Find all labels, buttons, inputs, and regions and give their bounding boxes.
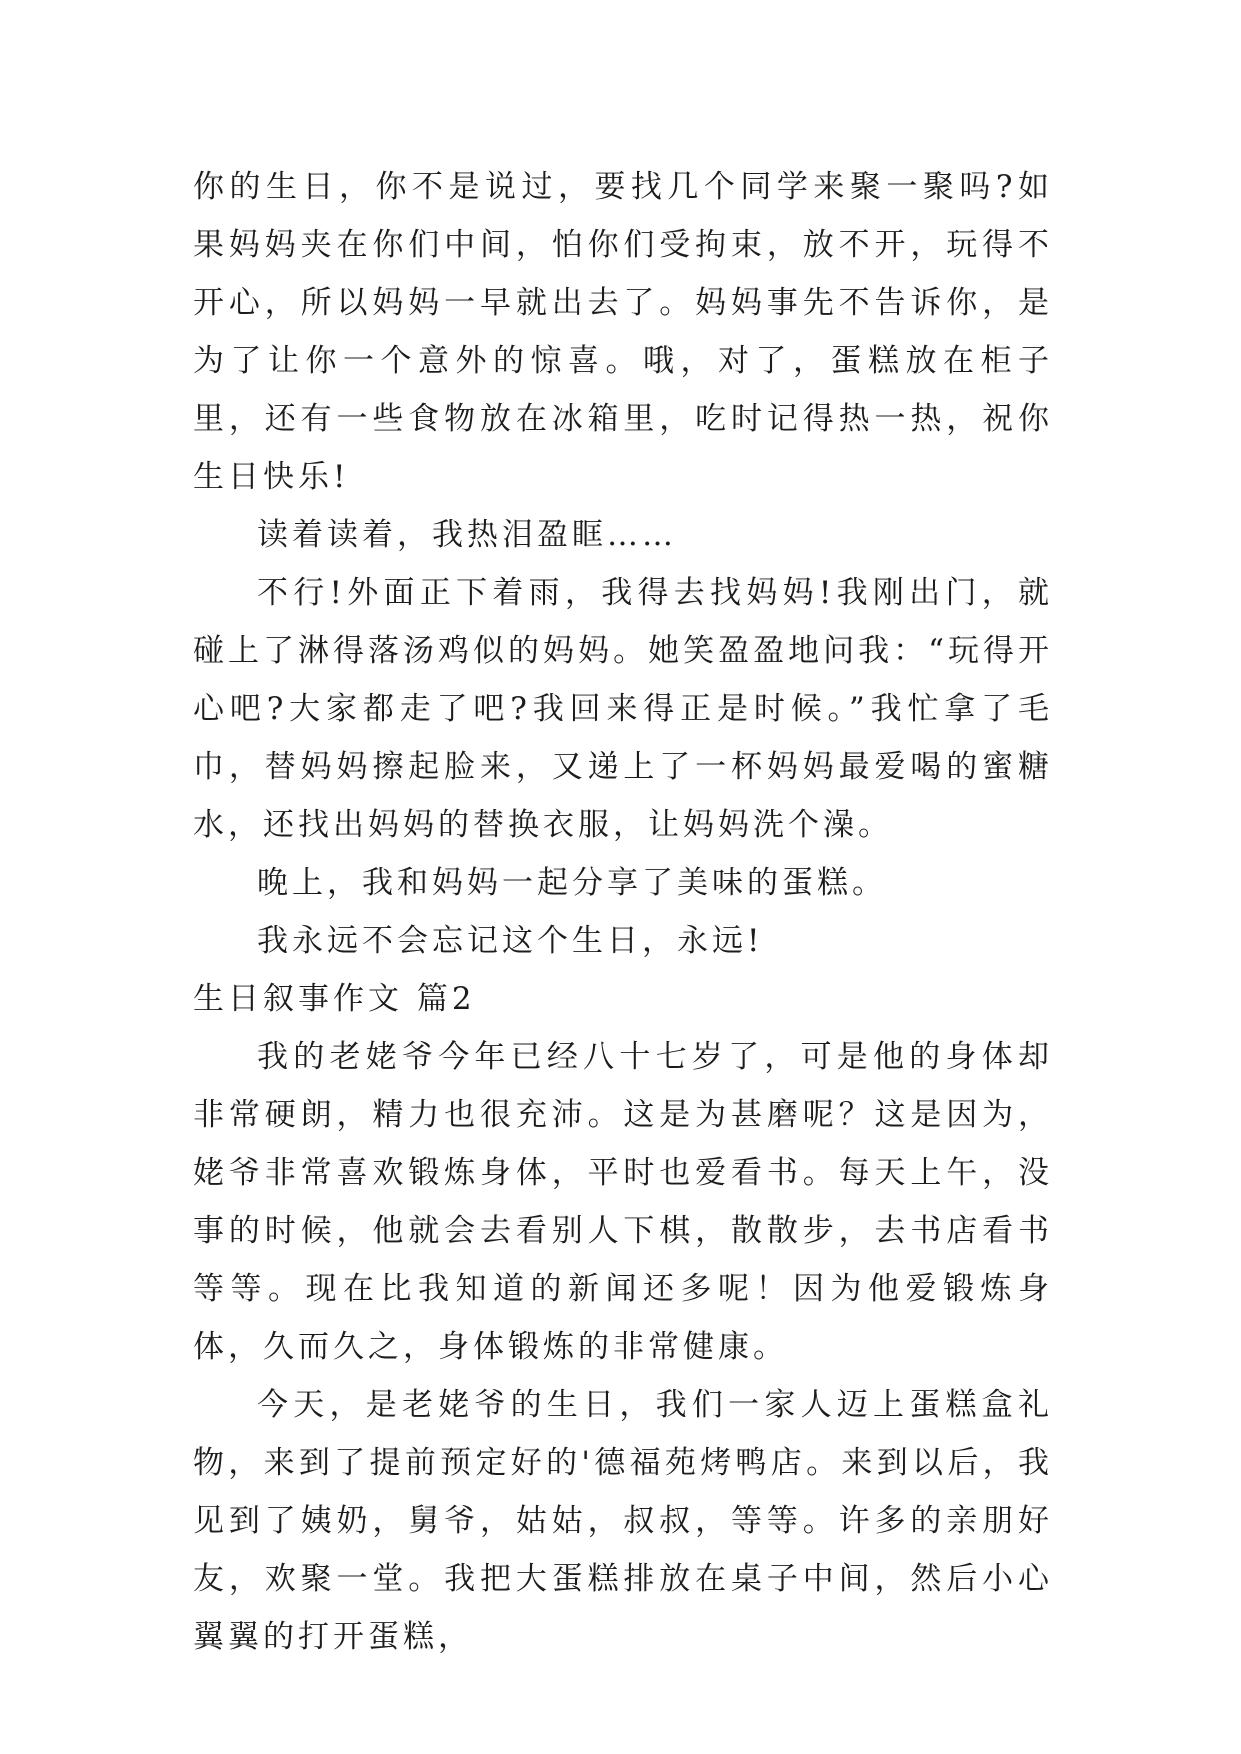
paragraph: 晚上，我和妈妈一起分享了美味的蛋糕。 [257, 865, 887, 901]
section-heading: 生日叙事作文 篇2 [193, 981, 476, 1017]
paragraph: 今天，是老姥爷的生日，我们一家人迈上蛋糕盒礼物，来到了提前预定好的'德福苑烤鸭店。来到以后，我见到了姨奶，舅爷，姑姑，叔叔，等等。许多的亲朋好友，欢聚一堂。我把大蛋糕排放在桌子中间，然后小心翼翼的打开蛋糕， [193, 1387, 1053, 1655]
document-page [193, 158, 1053, 1666]
paragraph: 我永远不会忘记这个生日，永远! [257, 923, 764, 959]
paragraph: 读着读着，我热泪盈眶…… [257, 517, 677, 553]
paragraph: 我的老姥爷今年已经八十七岁了，可是他的身体却非常硬朗，精力也很充沛。这是为甚磨呢？这是因为，姥爷非常喜欢锻炼身体，平时也爱看书。每天上午，没事的时候，他就会去看别人下棋，散散步，去书店看书等等。现在比我知道的新闻还多呢！因为他爱锻炼身体，久而久之，身体锻炼的非常健康。 [193, 1039, 1053, 1365]
paragraph: 不行!外面正下着雨，我得去找妈妈!我刚出门，就碰上了淋得落汤鸡似的妈妈。她笑盈盈地问我：“玩得开心吧?大家都走了吧?我回来得正是时候。”我忙拿了毛巾，替妈妈擦起脸来，又递上了一杯妈妈最爱喝的蜜糖水，还找出妈妈的替换衣服，让妈妈洗个澡。 [193, 575, 1053, 843]
paragraph: 你的生日，你不是说过，要找几个同学来聚一聚吗?如果妈妈夹在你们中间，怕你们受拘束，放不开，玩得不开心，所以妈妈一早就出去了。妈妈事先不告诉你，是为了让你一个意外的惊喜。哦，对了，蛋糕放在柜子里，还有一些食物放在冰箱里，吃时记得热一热，祝你生日快乐! [193, 169, 1053, 495]
